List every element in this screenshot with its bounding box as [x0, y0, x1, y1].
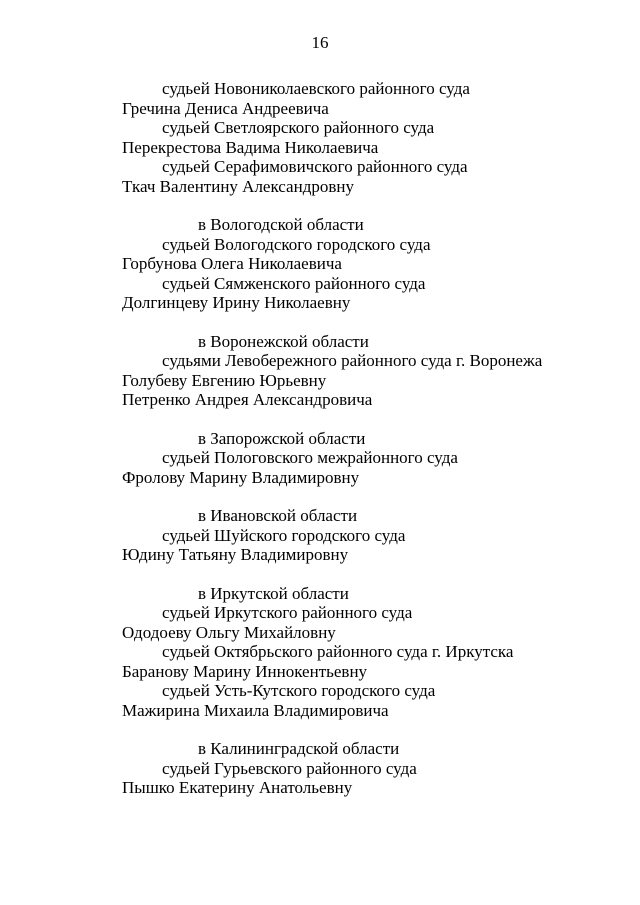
court-line: судьей Вологодского городского суда [162, 234, 431, 254]
region-section [122, 429, 602, 488]
judge-name: Перекрестова Вадима Николаевича [122, 137, 379, 157]
judge-name: Ткач Валентину Александровну [122, 176, 354, 196]
region-heading: в Запорожской области [198, 428, 366, 448]
court-line: судьей Усть-Кутского городского суда [162, 681, 436, 700]
region-heading: в Калининградской области [198, 739, 400, 758]
court-line: судьей Пологовского межрайонного суда [162, 448, 458, 467]
section-gap [122, 196, 602, 215]
court-line: судьей Октябрьского районного суда г. Иркутска [162, 642, 514, 661]
court-line: судьей Новониколаевского районного суда [162, 79, 470, 98]
judge-name: Юдину Татьяну Владимировну [122, 545, 349, 564]
document-body [122, 79, 602, 798]
judge-name: Долгинцеву Ирину Николаевну [122, 293, 351, 312]
judge-name: Баранову Марину Иннокентьевну [122, 661, 368, 681]
page-number: 16 [311, 33, 329, 52]
region-heading: в Ивановской области [198, 506, 358, 525]
court-line: судьей Серафимовичского районного суда [162, 157, 468, 176]
region-section [122, 584, 602, 721]
court-line: судьей Сямженского районного суда [162, 273, 426, 293]
judge-name: Горбунова Олега Николаевича [122, 254, 342, 273]
judge-name: Гречина Дениса Андреевича [122, 98, 329, 118]
court-line: судьей Шуйского городского суда [162, 525, 406, 545]
section-gap [122, 720, 602, 739]
judge-name: Петренко Андрея Александровича [122, 390, 373, 409]
region-section [122, 506, 602, 565]
section-gap [122, 313, 602, 332]
judge-name: Ододоеву Ольгу Михайловну [122, 622, 336, 642]
judge-name: Голубеву Евгению Юрьевну [122, 370, 327, 390]
court-line: судьей Иркутского районного суда [162, 603, 413, 622]
section-gap [122, 487, 602, 506]
section-gap [122, 565, 602, 584]
judge-name: Мажирина Михаила Владимировича [122, 700, 389, 720]
judge-name: Фролову Марину Владимировну [122, 467, 360, 487]
court-line: судьей Гурьевского районного суда [162, 758, 417, 778]
region-heading: в Вологодской области [198, 215, 364, 234]
region-section [122, 215, 602, 313]
judge-name: Пышко Екатерину Анатольевну [122, 778, 353, 797]
section-gap [122, 410, 602, 429]
court-line: судьями Левобережного районного суда г. Воронежа [162, 351, 543, 370]
region-section [122, 79, 602, 196]
region-section [122, 332, 602, 410]
region-heading: в Иркутской области [198, 583, 349, 603]
region-section [122, 739, 602, 798]
region-heading: в Воронежской области [198, 331, 369, 351]
court-line: судьей Светлоярского районного суда [162, 118, 435, 137]
